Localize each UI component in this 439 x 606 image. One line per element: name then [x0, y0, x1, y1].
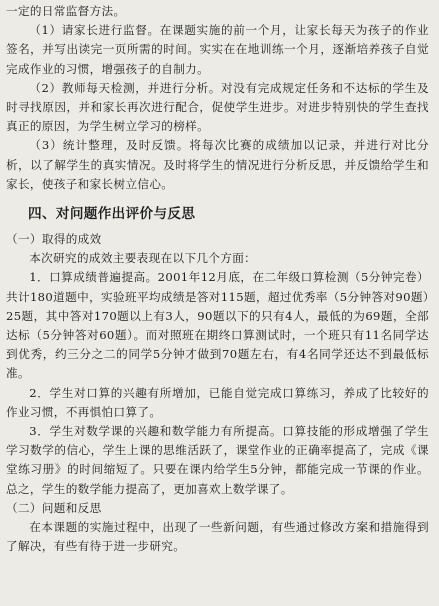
- intro-continuation: 一定的日常监督方法。: [6, 4, 126, 18]
- section-title: 四、对问题作出评价与反思: [28, 206, 196, 223]
- results-heading: （一）取得的成效: [6, 232, 102, 247]
- results-lead: 本次研究的成效主要表现在以下几个方面：: [29, 251, 257, 266]
- paragraph-parent-supervision: （1）请家长进行监督。在课题实施的前一个月，让家长每天为孩子的作业签名，并写出读完一页所需的时间。实实在在地训练一个月，逐渐培养孩子自觉完成作业的习惯，增强孩子的自制力。: [6, 23, 429, 76]
- problems-heading: （二）问题和反思: [6, 500, 102, 515]
- result-item-calculation: 1．口算成绩普遍提高。2001年12月底，在二年级口算检测（5分钟完卷）共计180道题中，实验班平均成绩是答对115题，超过优秀率（5分钟答对90题）25题，其中答对170题以上有3人，90题以下的只有4人，最低的为69题，全部达标（5分钟答对60题）。而对照班在期终口算测试时，一个班只有11名同学达到优秀，约三分之二的同学5分钟才做到70题左右，有4名同学还达不到最低标准。: [6, 270, 429, 381]
- result-item-interest: 2．学生对口算的兴趣有所增加，已能自觉完成口算练习，养成了比较好的作业习惯，不再惧怕口算了。: [6, 385, 429, 419]
- problems-body: 在本课题的实施过程中，出现了一些新问题，有些通过修改方案和措施得到了解决，有些有待于进一步研究。: [6, 520, 429, 554]
- result-item-ability: 3．学生对数学课的兴趣和数学能力有所提高。口算技能的形成增强了学生学习数学的信心，学生上课的思维活跃了，课堂作业的正确率提高了，完成《课堂练习册》的时间缩短了。只要在课内给学生5分钟，都能完成一节课的作业。总之，学生的数学能力提高了，更加喜欢上数学课了。: [6, 424, 429, 496]
- paragraph-teacher-check: （2）教师每天检测，并进行分析。对没有完成规定任务和不达标的学生及时寻找原因，并和家长再次进行配合，促使学生进步。对进步特别快的学生查找真正的原因，为学生树立学习的榜样。: [6, 80, 429, 134]
- paragraph-statistics-feedback: （3）统计整理，及时反馈。将每次比赛的成绩加以记录，并进行对比分析，以了解学生的真实情况。及时将学生的情况进行分析反思，并反馈给学生和家长，使孩子和家长树立信心。: [6, 138, 429, 191]
